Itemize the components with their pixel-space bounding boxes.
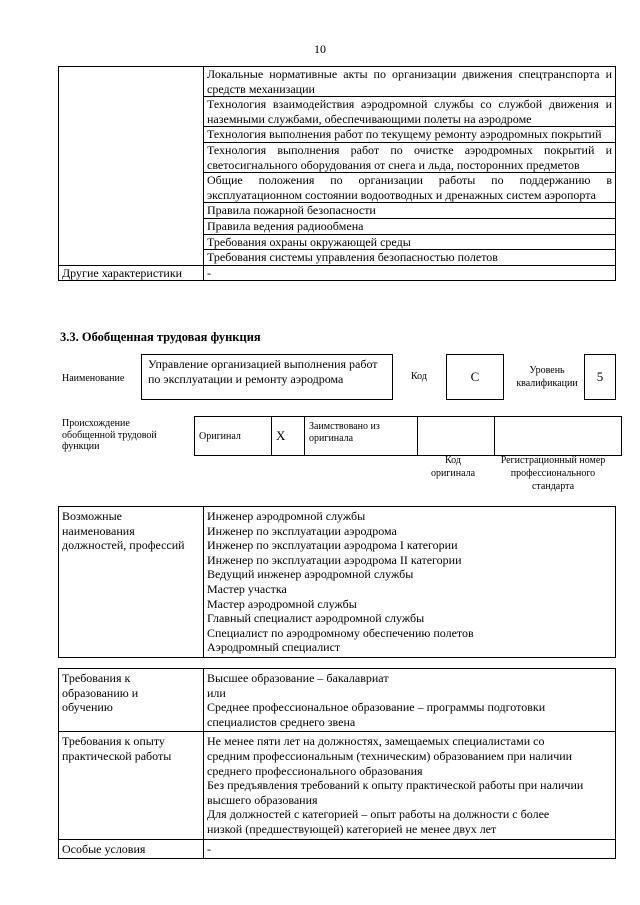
experience-label bbox=[59, 732, 204, 839]
borrowed-label-line: Заимствовано из bbox=[309, 421, 380, 432]
education-label bbox=[59, 669, 204, 732]
knowledge-item: Общие положения по организации работы по поддержанию в эксплуатационном состоянии водоотводных и дренажных систем аэропорта bbox=[204, 173, 616, 203]
education-line: Среднее профессиональное образование – программы подготовки bbox=[207, 700, 546, 715]
borrowed-label bbox=[305, 417, 418, 456]
original-code-cell bbox=[418, 417, 495, 456]
position-item: Инженер по эксплуатации аэродрома II категории bbox=[207, 552, 462, 567]
education-line: или bbox=[207, 685, 226, 700]
registration-number-cell bbox=[495, 417, 622, 456]
level-label bbox=[512, 364, 582, 390]
special-conditions-label: Особые условия bbox=[59, 839, 204, 859]
registration-number-label-line: стандарта bbox=[531, 481, 575, 492]
position-item: Аэродромный специалист bbox=[207, 640, 341, 655]
knowledge-item: Технология выполнения работ по текущему ремонту аэродромных покрытий bbox=[204, 127, 616, 143]
experience-label-line: Требования к опыту bbox=[62, 734, 165, 749]
function-name-box: Управление организацией выполнения работ по эксплуатации и ремонту аэродрома bbox=[141, 354, 393, 400]
original-code-label-line: Код bbox=[445, 455, 461, 466]
position-item: Мастер участка bbox=[207, 581, 287, 596]
original-mark: X bbox=[272, 417, 305, 456]
education-label-line: Требования к bbox=[62, 671, 131, 685]
experience-line: высшего образования bbox=[207, 792, 318, 807]
table-row bbox=[59, 732, 616, 839]
other-characteristics-label: Другие характеристики bbox=[59, 265, 204, 281]
knowledge-item: Технология взаимодействия аэродромной службы со службой движения и наземными службами, обеспечивающими полеты на аэродроме bbox=[204, 97, 616, 127]
position-item: Главный специалист аэродромной службы bbox=[207, 611, 425, 626]
experience-line: среднего профессионального образования bbox=[207, 763, 423, 778]
knowledge-table bbox=[58, 66, 616, 281]
table-row bbox=[59, 507, 616, 658]
empty-label-cell bbox=[59, 67, 204, 266]
name-label: Наименование bbox=[62, 373, 125, 384]
borrowed-label-line: оригинала bbox=[309, 433, 354, 444]
experience-label-line: практической работы bbox=[62, 748, 172, 763]
knowledge-item: Локальные нормативные акты по организации движения спецтранспорта и средств механизации bbox=[204, 67, 616, 97]
table-row bbox=[59, 669, 616, 732]
page-number: 10 bbox=[314, 42, 326, 56]
level-label-line: квалификации bbox=[516, 378, 578, 389]
table-row bbox=[195, 417, 622, 456]
section-title: 3.3. Обобщенная трудовая функция bbox=[60, 330, 261, 344]
registration-number-label bbox=[490, 454, 616, 493]
code-label: Код bbox=[411, 371, 427, 382]
origin-label-line: Происхождение bbox=[62, 418, 130, 429]
level-label-line: Уровень bbox=[529, 365, 565, 376]
positions-label-line: должностей, профессий bbox=[62, 538, 185, 553]
origin-label-line: функции bbox=[62, 441, 100, 452]
level-value-box: 5 bbox=[584, 354, 616, 400]
education-label-line: обучению bbox=[62, 700, 113, 715]
experience-line: низкой (предшествующей) категорией не менее двух лет bbox=[207, 821, 497, 836]
positions-list bbox=[204, 507, 616, 658]
table-row bbox=[59, 265, 616, 281]
experience-line: Без предъявления требований к опыту практической работы при наличии bbox=[207, 778, 584, 793]
experience-value bbox=[204, 732, 616, 839]
position-item: Ведущий инженер аэродромной службы bbox=[207, 567, 414, 582]
position-item: Инженер по эксплуатации аэродрома bbox=[207, 523, 397, 538]
education-line: Высшее образование – бакалавриат bbox=[207, 671, 389, 685]
knowledge-item: Требования системы управления безопасностью полетов bbox=[204, 250, 616, 266]
requirements-table bbox=[58, 668, 616, 859]
position-item: Мастер аэродромной службы bbox=[207, 596, 357, 611]
registration-number-label-line: профессионального bbox=[510, 468, 596, 479]
special-conditions-value: - bbox=[204, 839, 616, 859]
position-item: Специалист по аэродромному обеспечению полетов bbox=[207, 625, 474, 640]
table-row bbox=[59, 839, 616, 859]
position-item: Инженер аэродромной службы bbox=[207, 509, 366, 523]
origin-label-line: обобщенной трудовой bbox=[62, 429, 157, 441]
positions-label-line: наименования bbox=[62, 523, 135, 538]
positions-table bbox=[58, 506, 616, 658]
other-characteristics-value: - bbox=[204, 265, 616, 281]
origin-label bbox=[62, 418, 157, 453]
experience-line: средним профессиональным (техническим) образованием при наличии bbox=[207, 748, 573, 763]
experience-line: Не менее пяти лет на должностях, замещаемых специалистами со bbox=[207, 734, 545, 749]
knowledge-item: Требования охраны окружающей среды bbox=[204, 234, 616, 250]
origin-table bbox=[194, 416, 622, 456]
knowledge-item: Правила ведения радиообмена bbox=[204, 218, 616, 234]
original-code-label-line: оригинала bbox=[430, 468, 476, 479]
table-row bbox=[59, 67, 616, 97]
knowledge-item: Правила пожарной безопасности bbox=[204, 203, 616, 219]
registration-number-label-line: Регистрационный номер bbox=[500, 455, 606, 466]
education-line: специалистов среднего звена bbox=[207, 714, 356, 729]
education-label-line: образованию и bbox=[62, 685, 139, 700]
code-value-box: C bbox=[446, 354, 504, 400]
knowledge-item: Технология выполнения работ по очистке аэродромных покрытий и светосигнального оборудования от снега и льда, посторонних предметов bbox=[204, 142, 616, 172]
education-value bbox=[204, 669, 616, 732]
original-code-label bbox=[418, 454, 488, 480]
positions-label bbox=[59, 507, 204, 658]
position-item: Инженер по эксплуатации аэродрома I категории bbox=[207, 538, 458, 553]
original-label: Оригинал bbox=[195, 417, 272, 456]
experience-line: Для должностей с категорией – опыт работы на должности с более bbox=[207, 807, 550, 822]
positions-label-line: Возможные bbox=[62, 509, 122, 523]
